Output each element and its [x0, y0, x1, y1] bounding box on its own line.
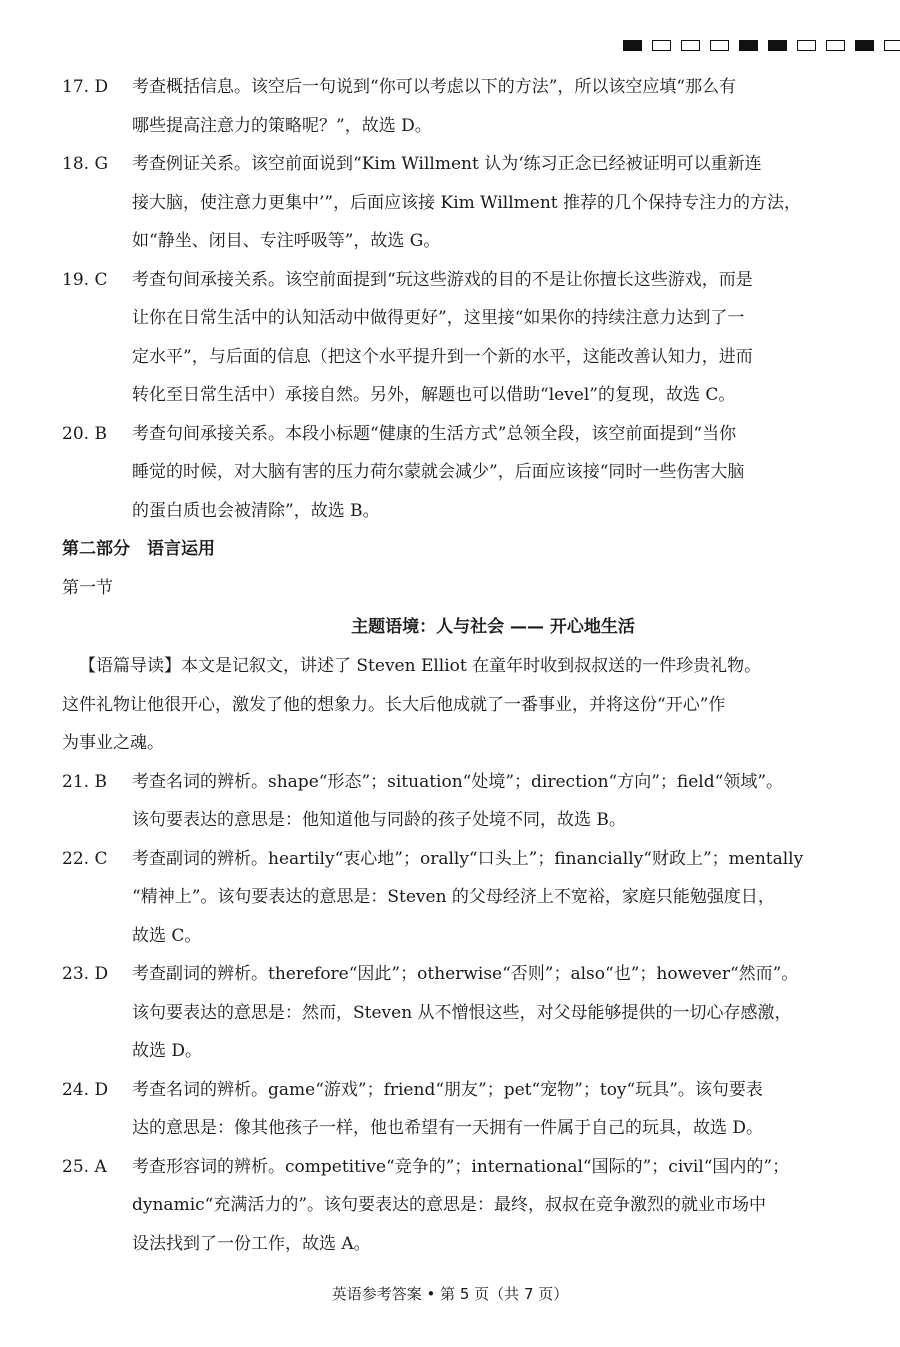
explanation-line: 设法找到了一份工作，故选 A。	[132, 1233, 371, 1254]
explanation-line: 如“静坐、闭目、专注呼吸等”，故选 G。	[132, 231, 441, 251]
explanation-line: 哪些提高注意力的策略呢？”，故选 D。	[132, 115, 432, 136]
answer-explanation	[132, 261, 844, 415]
explanation-line: 考查句间承接关系。该空前面提到“玩这些游戏的目的不是让你擅长这些游戏，而是	[132, 269, 753, 290]
answer-number: 23. D	[62, 964, 109, 984]
intro-paragraph	[62, 647, 844, 763]
header-mark	[797, 40, 816, 51]
answer-explanation	[132, 68, 844, 145]
answer-explanation	[132, 763, 844, 840]
intro-line: 为事业之魂。	[62, 733, 164, 753]
explanation-line: 考查副词的辨析。heartily“衷心地”；orally“口头上”；financially“财政上”；mentally	[132, 848, 804, 869]
explanation-line: 睡觉的时候，对大脑有害的压力荷尔蒙就会减少”，后面应该接“同时一些伤害大脑	[132, 462, 745, 482]
answers-group-b	[62, 763, 844, 1264]
header-mark	[652, 40, 671, 51]
header-marks	[623, 40, 900, 51]
answer-item	[62, 763, 844, 840]
header-mark	[681, 40, 700, 51]
header-mark	[739, 40, 758, 51]
explanation-line: 故选 D。	[132, 1041, 203, 1061]
answer-explanation	[132, 840, 844, 956]
section-title: 第一节	[62, 577, 113, 598]
answer-item	[62, 955, 844, 1071]
explanation-line: 故选 C。	[132, 925, 202, 946]
explanation-line: 转化至日常生活中）承接自然。另外，解题也可以借助“level”的复现，故选 C。	[132, 385, 736, 405]
explanation-line: dynamic“充满活力的”。该句要表达的意思是：最终，叔叔在竞争激烈的就业市场中	[132, 1195, 767, 1215]
header-mark	[855, 40, 874, 51]
part-title: 第二部分 语言运用	[62, 539, 215, 559]
answer-explanation	[132, 415, 844, 531]
explanation-line: 达的意思是：像其他孩子一样，他也希望有一天拥有一件属于自己的玩具，故选 D。	[132, 1118, 764, 1138]
explanation-line: 考查副词的辨析。therefore“因此”；otherwise“否则”；also“也”；however“然而”。	[132, 964, 799, 984]
intro-line: 这件礼物让他很开心，激发了他的想象力。长大后他成就了一番事业，并将这份“开心”作	[62, 694, 726, 715]
answer-number: 18. G	[62, 154, 109, 174]
answer-number: 22. C	[62, 848, 108, 869]
answer-number: 17. D	[62, 77, 109, 97]
topic-title: 主题语境：人与社会 —— 开心地生活	[351, 617, 635, 637]
explanation-line: 接大脑，使注意力更集中’”，后面应该接 Kim Willment 推荐的几个保持专注力的方法，	[132, 192, 802, 213]
explanation-line: 考查句间承接关系。本段小标题“健康的生活方式”总领全段，该空前面提到“当你	[132, 423, 737, 444]
explanation-line: 定水平”，与后面的信息（把这个水平提升到一个新的水平，这能改善认知力，进而	[132, 346, 753, 367]
header-mark	[826, 40, 845, 51]
answer-number: 25. A	[62, 1156, 107, 1177]
answer-item	[62, 840, 844, 956]
answer-item	[62, 415, 844, 531]
answers-group-a	[62, 68, 844, 530]
explanation-line: “精神上”。该句要表达的意思是：Steven 的父母经济上不宽裕，家庭只能勉强度日，	[132, 887, 775, 907]
answer-explanation	[132, 145, 844, 261]
explanation-line: 考查名词的辨析。shape“形态”；situation“处境”；direction“方向”；field“领域”。	[132, 771, 784, 792]
answer-content	[62, 68, 844, 1263]
explanation-line: 考查例证关系。该空前面说到“Kim Willment 认为‘练习正念已经被证明可以重新连	[132, 154, 762, 174]
explanation-line: 考查概括信息。该空后一句说到“你可以考虑以下的方法”，所以该空应填“那么有	[132, 77, 737, 97]
explanation-line: 考查形容词的辨析。competitive“竞争的”；international“国际的”；civil“国内的”；	[132, 1156, 790, 1177]
answer-item	[62, 1071, 844, 1148]
header-mark	[768, 40, 787, 51]
answer-explanation	[132, 1071, 844, 1148]
answer-explanation	[132, 1148, 844, 1264]
header-mark	[623, 40, 642, 51]
explanation-line: 让你在日常生活中的认知活动中做得更好”，这里接“如果你的持续注意力达到了一	[132, 308, 745, 328]
header-mark	[710, 40, 729, 51]
answer-number: 21. B	[62, 771, 107, 792]
answer-item	[62, 68, 844, 145]
page-footer: 英语参考答案 • 第 5 页（共 7 页）	[331, 1285, 569, 1303]
answer-number: 19. C	[62, 269, 108, 290]
answer-item	[62, 1148, 844, 1264]
answer-number: 24. D	[62, 1079, 109, 1100]
explanation-line: 该句要表达的意思是：他知道他与同龄的孩子处境不同，故选 B。	[132, 810, 626, 830]
answer-explanation	[132, 955, 844, 1071]
explanation-line: 该句要表达的意思是：然而，Steven 从不憎恨这些，对父母能够提供的一切心存感激，	[132, 1002, 792, 1023]
explanation-line: 的蛋白质也会被清除”，故选 B。	[132, 500, 380, 521]
intro-line: 【语篇导读】本文是记叙文，讲述了 Steven Elliot 在童年时收到叔叔送的一件珍贵礼物。	[79, 656, 762, 676]
answer-item	[62, 145, 844, 261]
answer-item	[62, 261, 844, 415]
explanation-line: 考查名词的辨析。game“游戏”；friend“朋友”；pet“宠物”；toy“玩具”。该句要表	[132, 1079, 763, 1100]
answer-number: 20. B	[62, 423, 107, 444]
header-mark	[884, 40, 900, 51]
